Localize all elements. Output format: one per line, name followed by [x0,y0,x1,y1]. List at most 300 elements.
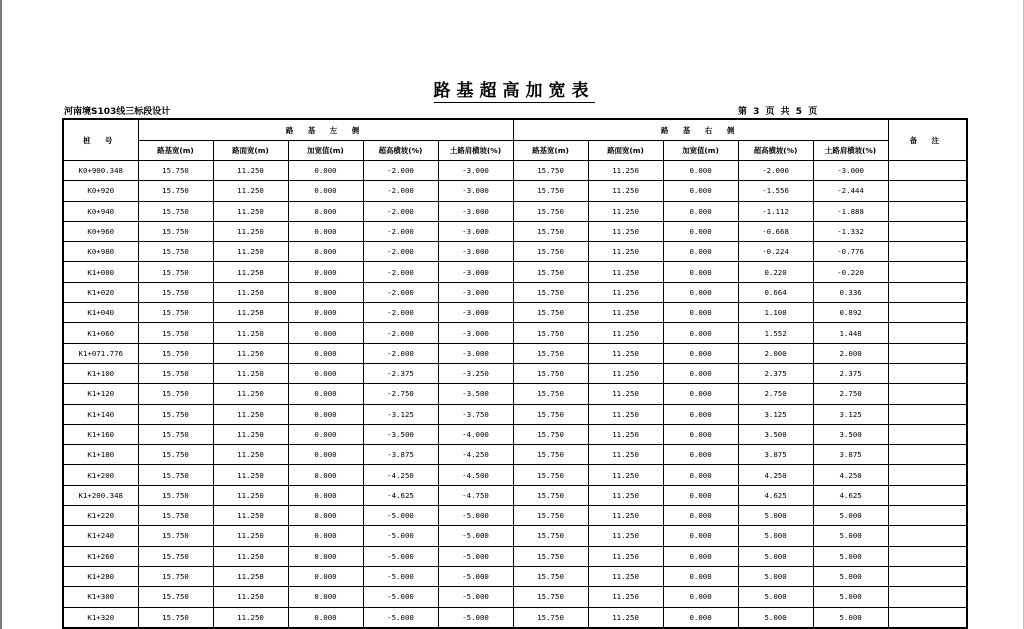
cell-left-widening: 0.000 [288,546,363,566]
cell-left-subgrade-width: 15.750 [138,262,213,282]
cell-left-widening: 0.000 [288,587,363,607]
cell-left-shoulder-slope: -5.000 [438,607,513,628]
cell-right-subgrade-width: 15.750 [513,607,588,628]
cell-pile: K0+960 [63,221,138,241]
cell-pile: K1+180 [63,445,138,465]
table-row [63,343,967,363]
header-remark: 备 注 [888,119,967,161]
cell-right-superelevation: 1.108 [738,303,813,323]
cell-right-pavement-width: 11.250 [588,424,663,444]
cell-right-pavement-width: 11.250 [588,404,663,424]
table-row [63,221,967,241]
cell-left-superelevation: -4.250 [363,465,438,485]
header-right-shoulder-slope: 土路肩横坡(%) [813,141,888,161]
cell-remark [888,303,967,323]
cell-remark [888,546,967,566]
cell-right-shoulder-slope: 2.375 [813,363,888,383]
cell-left-shoulder-slope: -3.250 [438,363,513,383]
cell-left-superelevation: -3.125 [363,404,438,424]
cell-right-subgrade-width: 15.750 [513,526,588,546]
cell-right-subgrade-width: 15.750 [513,242,588,262]
table-row [63,323,967,343]
cell-left-subgrade-width: 15.750 [138,526,213,546]
cell-left-pavement-width: 11.250 [213,242,288,262]
cell-pile: K1+071.776 [63,343,138,363]
cell-right-pavement-width: 11.250 [588,343,663,363]
cell-right-subgrade-width: 15.750 [513,262,588,282]
cell-left-subgrade-width: 15.750 [138,587,213,607]
header-left-group: 路 基 左 侧 [138,119,513,141]
cell-left-pavement-width: 11.250 [213,566,288,586]
cell-right-pavement-width: 11.250 [588,384,663,404]
cell-right-superelevation: -0.224 [738,242,813,262]
cell-pile: K0+980 [63,242,138,262]
cell-right-subgrade-width: 15.750 [513,445,588,465]
cell-right-widening: 0.000 [663,221,738,241]
cell-remark [888,404,967,424]
cell-right-pavement-width: 11.250 [588,221,663,241]
table-row [63,282,967,302]
cell-pile: K1+280 [63,566,138,586]
cell-left-pavement-width: 11.250 [213,506,288,526]
table-row [63,587,967,607]
cell-left-subgrade-width: 15.750 [138,201,213,221]
cell-right-superelevation: 5.000 [738,546,813,566]
cell-right-superelevation: -1.112 [738,201,813,221]
cell-pile: K1+120 [63,384,138,404]
cell-right-widening: 0.000 [663,465,738,485]
cell-left-widening: 0.000 [288,465,363,485]
cell-right-widening: 0.000 [663,282,738,302]
cell-left-shoulder-slope: -3.000 [438,181,513,201]
cell-right-pavement-width: 11.250 [588,201,663,221]
cell-right-pavement-width: 11.250 [588,587,663,607]
cell-left-shoulder-slope: -4.250 [438,445,513,465]
cell-left-superelevation: -2.000 [363,303,438,323]
table-row [63,303,967,323]
cell-right-pavement-width: 11.250 [588,181,663,201]
cell-right-widening: 0.000 [663,343,738,363]
cell-right-superelevation: 1.552 [738,323,813,343]
cell-left-pavement-width: 11.250 [213,546,288,566]
cell-right-subgrade-width: 15.750 [513,343,588,363]
cell-pile: K1+220 [63,506,138,526]
cell-remark [888,181,967,201]
cell-left-widening: 0.000 [288,566,363,586]
cell-left-widening: 0.000 [288,526,363,546]
cell-right-superelevation: 2.750 [738,384,813,404]
cell-right-widening: 0.000 [663,384,738,404]
header-left-superelevation: 超高横坡(%) [363,141,438,161]
cell-left-pavement-width: 11.250 [213,445,288,465]
cell-right-superelevation: 5.000 [738,566,813,586]
cell-remark [888,262,967,282]
cell-right-subgrade-width: 15.750 [513,424,588,444]
cell-right-pavement-width: 11.250 [588,323,663,343]
cell-pile: K1+100 [63,363,138,383]
cell-remark [888,384,967,404]
cell-left-subgrade-width: 15.750 [138,566,213,586]
cell-left-pavement-width: 11.250 [213,587,288,607]
table-row [63,607,967,628]
cell-right-subgrade-width: 15.750 [513,181,588,201]
header-left-subgrade-width: 路基宽(m) [138,141,213,161]
cell-pile: K1+300 [63,587,138,607]
cell-left-shoulder-slope: -3.000 [438,282,513,302]
cell-left-superelevation: -2.000 [363,161,438,181]
cell-right-pavement-width: 11.250 [588,546,663,566]
cell-right-pavement-width: 11.250 [588,242,663,262]
table-row [63,506,967,526]
cell-left-shoulder-slope: -3.000 [438,161,513,181]
cell-left-widening: 0.000 [288,506,363,526]
cell-right-superelevation: 5.000 [738,526,813,546]
cell-right-widening: 0.000 [663,303,738,323]
header-right-widening: 加宽值(m) [663,141,738,161]
cell-remark [888,587,967,607]
cell-pile: K1+260 [63,546,138,566]
cell-right-shoulder-slope: 3.500 [813,424,888,444]
cell-right-shoulder-slope: -3.000 [813,161,888,181]
cell-right-pavement-width: 11.250 [588,485,663,505]
table-row [63,566,967,586]
cell-left-superelevation: -2.375 [363,363,438,383]
cell-remark [888,161,967,181]
cell-right-superelevation: 3.500 [738,424,813,444]
table-row [63,546,967,566]
cell-left-superelevation: -2.000 [363,262,438,282]
cell-pile: K0+940 [63,201,138,221]
cell-remark [888,343,967,363]
cell-left-shoulder-slope: -5.000 [438,506,513,526]
cell-left-pavement-width: 11.250 [213,221,288,241]
cell-pile: K1+200 [63,465,138,485]
cell-right-widening: 0.000 [663,546,738,566]
header-right-superelevation: 超高横坡(%) [738,141,813,161]
superelevation-table [62,118,968,629]
cell-left-shoulder-slope: -5.000 [438,526,513,546]
cell-right-subgrade-width: 15.750 [513,303,588,323]
table-row [63,242,967,262]
cell-right-shoulder-slope: 5.000 [813,587,888,607]
cell-pile: K1+200.348 [63,485,138,505]
cell-left-superelevation: -5.000 [363,546,438,566]
cell-left-subgrade-width: 15.750 [138,323,213,343]
cell-right-subgrade-width: 15.750 [513,566,588,586]
cell-left-superelevation: -2.000 [363,181,438,201]
header-right-group: 路 基 右 侧 [513,119,888,141]
cell-right-subgrade-width: 15.750 [513,282,588,302]
cell-remark [888,242,967,262]
cell-right-shoulder-slope: 5.000 [813,506,888,526]
cell-left-widening: 0.000 [288,282,363,302]
cell-left-widening: 0.000 [288,607,363,628]
cell-left-subgrade-width: 15.750 [138,546,213,566]
cell-right-superelevation: 0.664 [738,282,813,302]
table-row [63,363,967,383]
cell-pile: K1+060 [63,323,138,343]
cell-right-superelevation: 5.000 [738,607,813,628]
cell-remark [888,566,967,586]
cell-right-widening: 0.000 [663,607,738,628]
cell-left-shoulder-slope: -5.000 [438,546,513,566]
cell-left-widening: 0.000 [288,404,363,424]
cell-left-pavement-width: 11.250 [213,363,288,383]
cell-right-widening: 0.000 [663,526,738,546]
cell-right-subgrade-width: 15.750 [513,323,588,343]
cell-left-pavement-width: 11.250 [213,465,288,485]
cell-right-pavement-width: 11.250 [588,566,663,586]
cell-left-pavement-width: 11.250 [213,262,288,282]
table-row [63,485,967,505]
cell-right-pavement-width: 11.250 [588,262,663,282]
cell-left-widening: 0.000 [288,445,363,465]
cell-left-shoulder-slope: -3.000 [438,262,513,282]
cell-right-subgrade-width: 15.750 [513,485,588,505]
cell-right-shoulder-slope: 5.000 [813,566,888,586]
cell-left-superelevation: -2.000 [363,282,438,302]
cell-right-widening: 0.000 [663,424,738,444]
cell-left-superelevation: -2.000 [363,323,438,343]
cell-right-superelevation: 3.125 [738,404,813,424]
cell-left-subgrade-width: 15.750 [138,506,213,526]
cell-pile: K1+240 [63,526,138,546]
header-row-group [63,119,967,141]
cell-left-superelevation: -2.000 [363,201,438,221]
cell-right-shoulder-slope: 3.875 [813,445,888,465]
cell-left-pavement-width: 11.250 [213,607,288,628]
cell-left-subgrade-width: 15.750 [138,282,213,302]
cell-right-widening: 0.000 [663,445,738,465]
cell-left-superelevation: -5.000 [363,526,438,546]
cell-right-subgrade-width: 15.750 [513,465,588,485]
cell-left-subgrade-width: 15.750 [138,384,213,404]
cell-right-widening: 0.000 [663,404,738,424]
cell-right-pavement-width: 11.250 [588,506,663,526]
title-text: 路基超高加宽表 [433,81,595,101]
cell-remark [888,363,967,383]
cell-left-superelevation: -5.000 [363,607,438,628]
cell-pile: K1+320 [63,607,138,628]
cell-left-superelevation: -2.000 [363,242,438,262]
table-row [63,445,967,465]
cell-right-widening: 0.000 [663,161,738,181]
cell-left-widening: 0.000 [288,363,363,383]
cell-left-pavement-width: 11.250 [213,343,288,363]
cell-left-shoulder-slope: -3.500 [438,384,513,404]
cell-right-shoulder-slope: -0.776 [813,242,888,262]
table-row [63,424,967,444]
cell-left-subgrade-width: 15.750 [138,303,213,323]
table-row [63,161,967,181]
cell-left-pavement-width: 11.250 [213,303,288,323]
table-row [63,262,967,282]
cell-remark [888,526,967,546]
cell-right-pavement-width: 11.250 [588,282,663,302]
cell-right-widening: 0.000 [663,587,738,607]
cell-right-superelevation: 4.250 [738,465,813,485]
cell-right-subgrade-width: 15.750 [513,384,588,404]
cell-right-pavement-width: 11.250 [588,445,663,465]
cell-left-widening: 0.000 [288,181,363,201]
cell-left-subgrade-width: 15.750 [138,343,213,363]
cell-left-widening: 0.000 [288,424,363,444]
cell-left-shoulder-slope: -3.000 [438,323,513,343]
cell-left-subgrade-width: 15.750 [138,221,213,241]
cell-left-shoulder-slope: -4.750 [438,485,513,505]
cell-right-shoulder-slope: 5.000 [813,546,888,566]
cell-right-subgrade-width: 15.750 [513,546,588,566]
cell-right-shoulder-slope: -2.444 [813,181,888,201]
cell-left-superelevation: -3.875 [363,445,438,465]
header-right-subgrade-width: 路基宽(m) [513,141,588,161]
cell-remark [888,201,967,221]
cell-left-widening: 0.000 [288,485,363,505]
cell-left-superelevation: -5.000 [363,506,438,526]
cell-right-shoulder-slope: 5.000 [813,607,888,628]
cell-right-superelevation: 2.000 [738,343,813,363]
table-row [63,526,967,546]
cell-left-superelevation: -2.750 [363,384,438,404]
cell-right-superelevation: 2.375 [738,363,813,383]
cell-right-pavement-width: 11.250 [588,303,663,323]
cell-left-subgrade-width: 15.750 [138,363,213,383]
table-row [63,465,967,485]
cell-right-widening: 0.000 [663,323,738,343]
cell-right-shoulder-slope: -1.332 [813,221,888,241]
cell-right-superelevation: 0.220 [738,262,813,282]
cell-left-widening: 0.000 [288,221,363,241]
cell-right-subgrade-width: 15.750 [513,506,588,526]
header-right-pavement-width: 路面宽(m) [588,141,663,161]
cell-right-subgrade-width: 15.750 [513,221,588,241]
cell-left-pavement-width: 11.250 [213,404,288,424]
cell-right-superelevation: -0.668 [738,221,813,241]
header-row-columns [63,141,967,161]
cell-pile: K1+160 [63,424,138,444]
cell-right-shoulder-slope: 4.250 [813,465,888,485]
cell-left-shoulder-slope: -4.000 [438,424,513,444]
page-title [2,76,1024,101]
cell-left-widening: 0.000 [288,323,363,343]
cell-left-shoulder-slope: -4.500 [438,465,513,485]
cell-remark [888,424,967,444]
cell-right-superelevation: 4.625 [738,485,813,505]
cell-left-widening: 0.000 [288,384,363,404]
cell-left-subgrade-width: 15.750 [138,161,213,181]
cell-pile: K0+920 [63,181,138,201]
cell-pile: K1+020 [63,282,138,302]
cell-right-subgrade-width: 15.750 [513,587,588,607]
cell-right-shoulder-slope: 2.750 [813,384,888,404]
cell-right-shoulder-slope: 4.625 [813,485,888,505]
cell-left-superelevation: -2.000 [363,221,438,241]
cell-left-widening: 0.000 [288,201,363,221]
cell-left-subgrade-width: 15.750 [138,424,213,444]
cell-remark [888,282,967,302]
cell-left-pavement-width: 11.250 [213,181,288,201]
cell-right-widening: 0.000 [663,363,738,383]
cell-pile: K1+000 [63,262,138,282]
cell-right-widening: 0.000 [663,201,738,221]
cell-right-widening: 0.000 [663,506,738,526]
cell-left-shoulder-slope: -3.000 [438,343,513,363]
cell-right-shoulder-slope: 0.336 [813,282,888,302]
cell-left-subgrade-width: 15.750 [138,465,213,485]
cell-right-shoulder-slope: 3.125 [813,404,888,424]
header-left-pavement-width: 路面宽(m) [213,141,288,161]
cell-left-widening: 0.000 [288,343,363,363]
header-left-shoulder-slope: 土路肩横坡(%) [438,141,513,161]
cell-right-pavement-width: 11.250 [588,607,663,628]
cell-left-widening: 0.000 [288,242,363,262]
cell-left-pavement-width: 11.250 [213,384,288,404]
table-row [63,384,967,404]
cell-left-pavement-width: 11.250 [213,485,288,505]
table-row [63,404,967,424]
cell-right-subgrade-width: 15.750 [513,201,588,221]
cell-remark [888,323,967,343]
cell-right-pavement-width: 11.250 [588,465,663,485]
table-row [63,201,967,221]
cell-right-widening: 0.000 [663,262,738,282]
cell-right-subgrade-width: 15.750 [513,404,588,424]
cell-right-superelevation: 5.000 [738,587,813,607]
table-row [63,181,967,201]
cell-right-shoulder-slope: 1.448 [813,323,888,343]
cell-left-widening: 0.000 [288,161,363,181]
cell-remark [888,506,967,526]
cell-left-shoulder-slope: -3.750 [438,404,513,424]
cell-left-shoulder-slope: -3.000 [438,303,513,323]
cell-left-superelevation: -2.000 [363,343,438,363]
cell-right-widening: 0.000 [663,485,738,505]
cell-right-subgrade-width: 15.750 [513,363,588,383]
cell-right-superelevation: 3.875 [738,445,813,465]
cell-left-shoulder-slope: -3.000 [438,201,513,221]
cell-right-shoulder-slope: -1.888 [813,201,888,221]
cell-pile: K1+140 [63,404,138,424]
cell-right-pavement-width: 11.250 [588,161,663,181]
cell-left-subgrade-width: 15.750 [138,607,213,628]
cell-right-pavement-width: 11.250 [588,363,663,383]
cell-left-pavement-width: 11.250 [213,424,288,444]
cell-left-superelevation: -3.500 [363,424,438,444]
cell-left-superelevation: -4.625 [363,485,438,505]
cell-right-widening: 0.000 [663,181,738,201]
cell-right-shoulder-slope: 2.000 [813,343,888,363]
cell-left-pavement-width: 11.250 [213,323,288,343]
page-number: 第 3 页 共 5 页 [738,107,818,117]
cell-right-shoulder-slope: 5.000 [813,526,888,546]
cell-pile: K1+040 [63,303,138,323]
cell-left-pavement-width: 11.250 [213,201,288,221]
cell-remark [888,221,967,241]
cell-left-subgrade-width: 15.750 [138,404,213,424]
cell-left-subgrade-width: 15.750 [138,181,213,201]
cell-left-shoulder-slope: -3.000 [438,221,513,241]
cell-right-superelevation: -2.000 [738,161,813,181]
cell-left-widening: 0.000 [288,303,363,323]
cell-left-shoulder-slope: -5.000 [438,587,513,607]
header-pile: 桩 号 [63,119,138,161]
cell-remark [888,445,967,465]
cell-remark [888,607,967,628]
cell-right-shoulder-slope: 0.892 [813,303,888,323]
header-left-widening: 加宽值(m) [288,141,363,161]
cell-remark [888,465,967,485]
cell-left-shoulder-slope: -3.000 [438,242,513,262]
